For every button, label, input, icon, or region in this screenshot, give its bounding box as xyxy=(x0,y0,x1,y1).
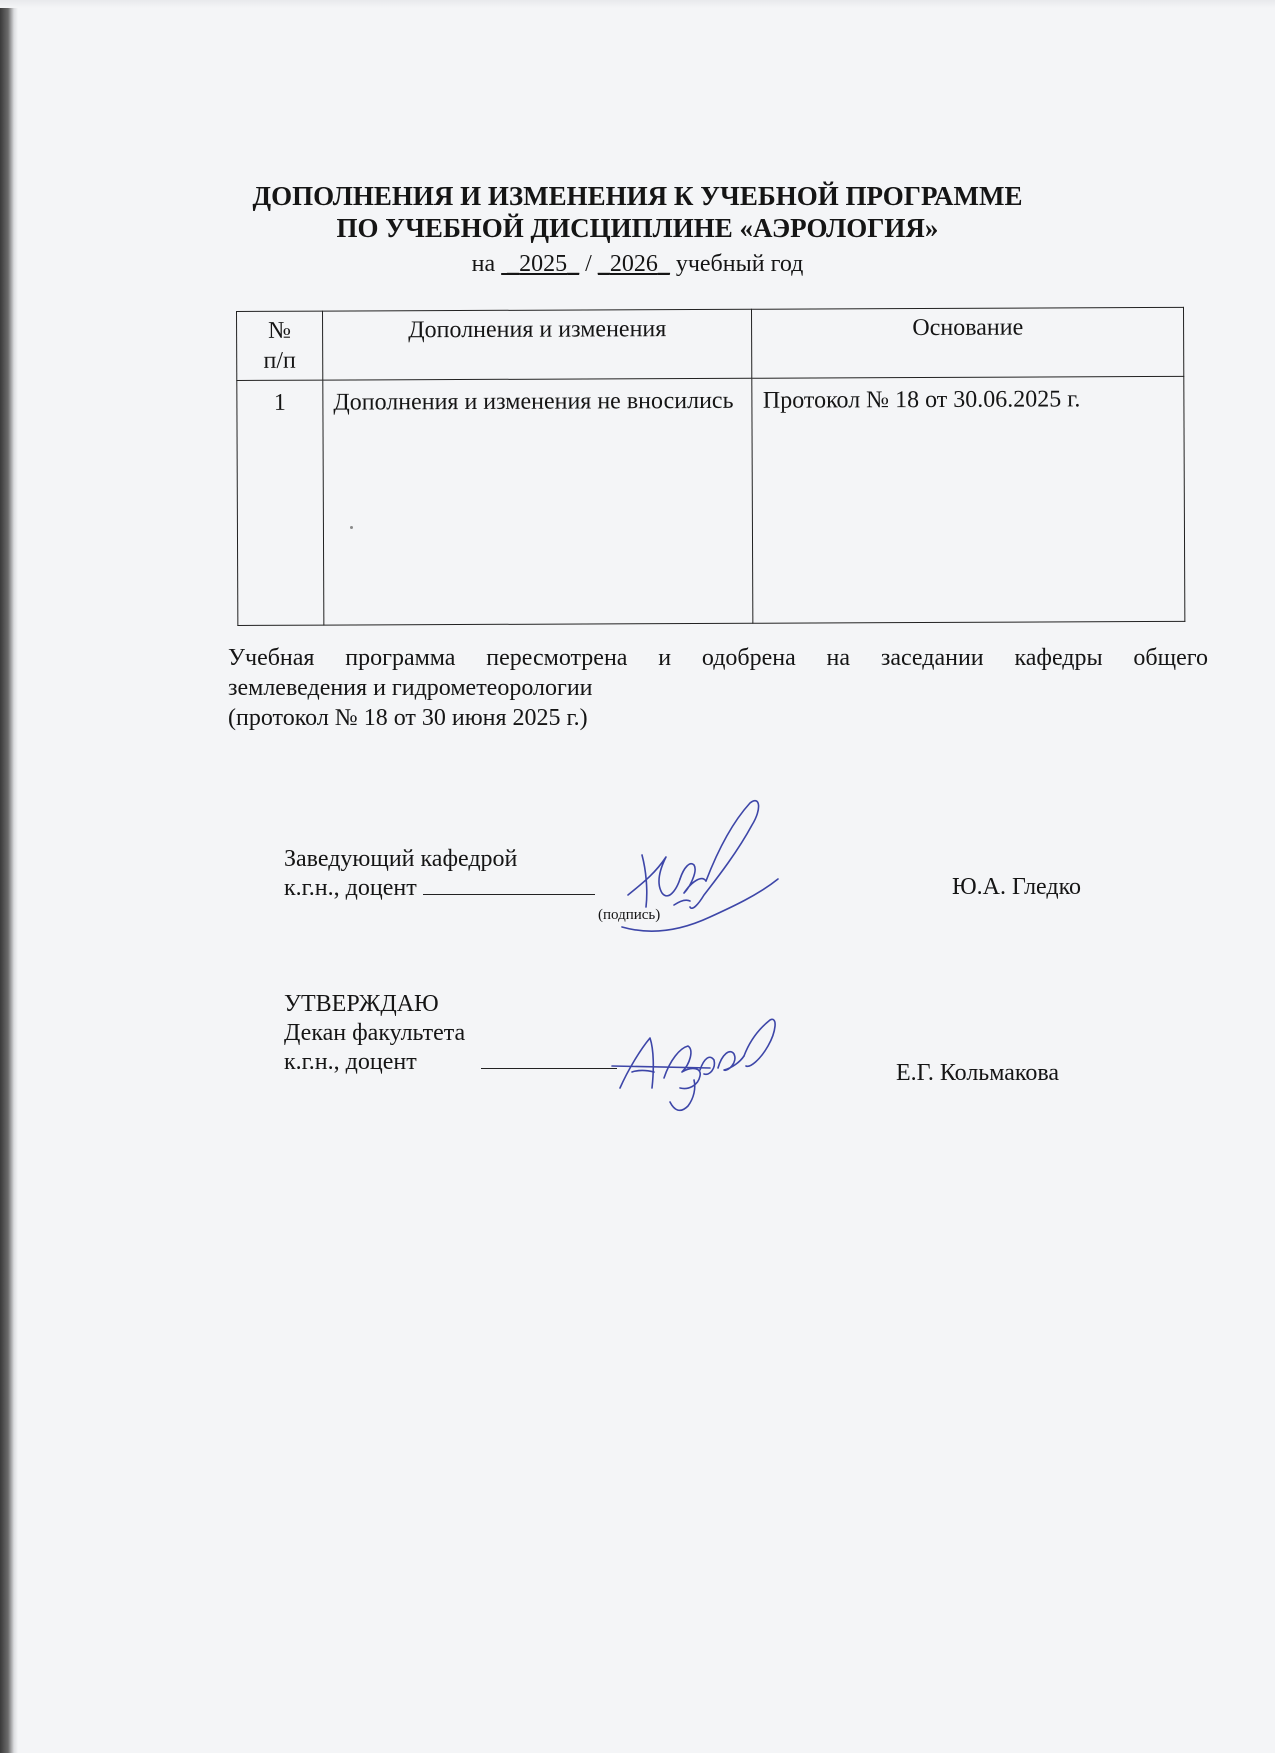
header-num: № п/п xyxy=(237,311,323,380)
approval-line-2: землеведения и гидрометеорологии xyxy=(228,675,593,701)
row-changes: Дополнения и изменения не вносились xyxy=(323,378,754,625)
year-end: _2026_ xyxy=(597,251,670,277)
head-signature-block xyxy=(284,845,595,903)
dean-degree: к.г.н., доцент xyxy=(284,1049,417,1075)
signature-caption: (подпись) xyxy=(598,907,661,923)
head-position: Заведующий кафедрой xyxy=(284,846,518,872)
changes-table xyxy=(236,307,1185,626)
dean-signature-block xyxy=(284,990,617,1077)
title-line-1: ДОПОЛНЕНИЯ И ИЗМЕНЕНИЯ К УЧЕБНОЙ ПРОГРАММЕ xyxy=(252,181,1023,211)
year-start: _2025_ xyxy=(501,251,580,277)
row-num: 1 xyxy=(237,380,324,625)
document-title xyxy=(0,180,1275,244)
year-suffix: учебный год xyxy=(675,251,804,277)
table-row xyxy=(237,376,1185,625)
head-degree: к.г.н., доцент xyxy=(284,875,417,901)
head-signature-line xyxy=(423,894,595,895)
academic-year xyxy=(0,250,1275,278)
dean-signature-image xyxy=(610,1010,810,1125)
header-changes: Дополнения и изменения xyxy=(322,309,752,380)
title-line-2: ПО УЧЕБНОЙ ДИСЦИПЛИНЕ «АЭРОЛОГИЯ» xyxy=(336,213,939,243)
scan-speck xyxy=(350,526,353,529)
dean-signature-line xyxy=(481,1068,617,1069)
head-degree-line xyxy=(284,874,595,903)
dean-name: Е.Г. Кольмакова xyxy=(896,1060,1060,1086)
approval-line-1: Учебная программа пересмотрена и одобрена на заседании кафедры общего xyxy=(228,645,1208,671)
dean-approve: УТВЕРЖДАЮ xyxy=(284,991,439,1017)
table-header-row xyxy=(237,307,1184,380)
dean-degree-line xyxy=(284,1048,617,1077)
dean-position: Декан факультета xyxy=(284,1020,466,1046)
head-name: Ю.А. Гледко xyxy=(952,874,1082,900)
year-separator: / xyxy=(585,251,592,277)
approval-paragraph xyxy=(228,643,1208,733)
year-prefix: на xyxy=(471,251,496,277)
head-signature-image xyxy=(620,795,790,940)
header-basis: Основание xyxy=(752,307,1184,378)
row-basis: Протокол № 18 от 30.06.2025 г. xyxy=(752,376,1185,623)
approval-line-3: (протокол № 18 от 30 июня 2025 г.) xyxy=(228,705,588,731)
